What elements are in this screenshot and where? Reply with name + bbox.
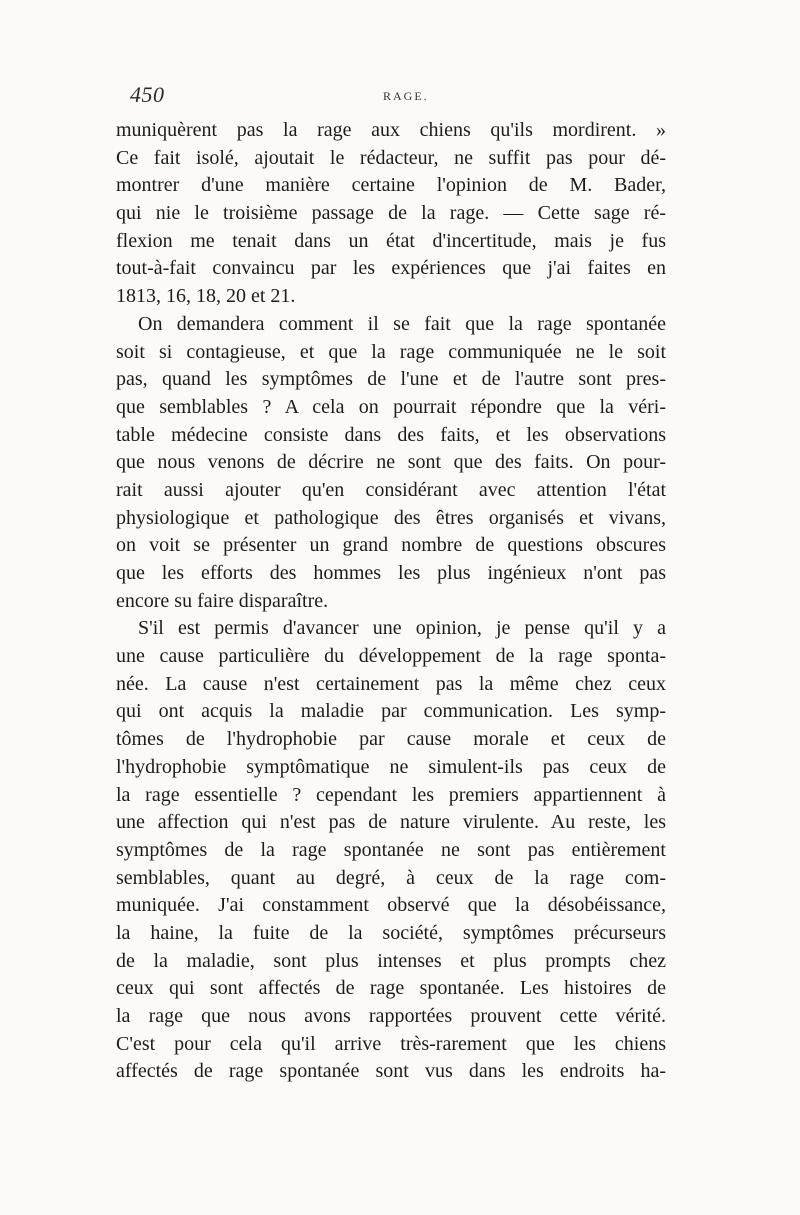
text-line: affectés de rage spontanée sont vus dans les endroits ha- (116, 1060, 666, 1083)
text-line: flexion me tenait dans un état d'incertitude, mais je fus (116, 229, 666, 252)
text-line: table médecine consiste dans des faits, et les observations (116, 423, 666, 446)
text-line: la rage que nous avons rapportées prouvent cette vérité. (116, 1005, 666, 1027)
text-line: pas, quand les symptômes de l'une et de l'autre sont pres- (116, 368, 666, 391)
page-number: 450 (130, 82, 165, 107)
text-line: symptômes de la rage spontanée ne sont pas entièrement (116, 838, 666, 861)
text-line: que semblables ? A cela on pourrait répondre que la véri- (116, 395, 666, 418)
text-line: qui nie le troisième passage de la rage. — Cette sage ré- (116, 202, 666, 225)
text-line: encore su faire disparaître. (116, 589, 329, 612)
text-line: montrer d'une manière certaine l'opinion de M. Bader, (116, 174, 666, 197)
text-line: qui ont acquis la maladie par communication. Les symp- (116, 700, 666, 723)
text-line: l'hydrophobie symptômatique ne simulent-ils pas ceux de (116, 755, 666, 778)
text-line: muniquée. J'ai constamment observé que la désobéissance, (116, 894, 666, 917)
text-line: de la maladie, sont plus intenses et plus prompts chez (116, 949, 666, 972)
text-line: soit si contagieuse, et que la rage communiquée ne le soit (116, 340, 666, 363)
text-line: S'il est permis d'avancer une opinion, je pense qu'il y a (138, 617, 666, 640)
text-line: semblables, quant au degré, à ceux de la rage com- (116, 866, 666, 889)
body-text (116, 117, 666, 1086)
text-line: que les efforts des hommes les plus ingénieux n'ont pas (116, 562, 666, 584)
running-head (130, 82, 670, 112)
text-line: une affection qui n'est pas de nature virulente. Au reste, les (116, 811, 666, 834)
text-line: rait aussi ajouter qu'en considérant avec attention l'état (116, 478, 666, 501)
text-line: la haine, la fuite de la société, symptômes précurseurs (116, 921, 666, 944)
text-line: on voit se présenter un grand nombre de questions obscures (116, 534, 666, 557)
text-line: physiologique et pathologique des êtres organisés et vivans, (116, 506, 666, 529)
text-line: 1813, 16, 18, 20 et 21. (116, 285, 296, 308)
text-line: née. La cause n'est certainement pas la même chez ceux (116, 672, 666, 695)
text-line: muniquèrent pas la rage aux chiens qu'ils mordirent. » (116, 119, 666, 141)
running-title: RAGE. (383, 89, 429, 103)
text-line: que nous venons de décrire ne sont que des faits. On pour- (116, 451, 666, 474)
text-line: tômes de l'hydrophobie par cause morale et ceux de (116, 728, 666, 751)
text-line: Ce fait isolé, ajoutait le rédacteur, ne suffit pas pour dé- (116, 146, 666, 169)
text-line: ceux qui sont affectés de rage spontanée. Les histoires de (116, 977, 666, 1000)
text-line: On demandera comment il se fait que la rage spontanée (138, 312, 666, 335)
text-line: tout-à-fait convaincu par les expériences que j'ai faites en (116, 257, 666, 280)
text-line: une cause particulière du développement de la rage sponta- (116, 645, 666, 668)
text-line: C'est pour cela qu'il arrive très-rarement que les chiens (116, 1032, 666, 1055)
text-line: la rage essentielle ? cependant les premiers appartiennent à (116, 783, 666, 806)
